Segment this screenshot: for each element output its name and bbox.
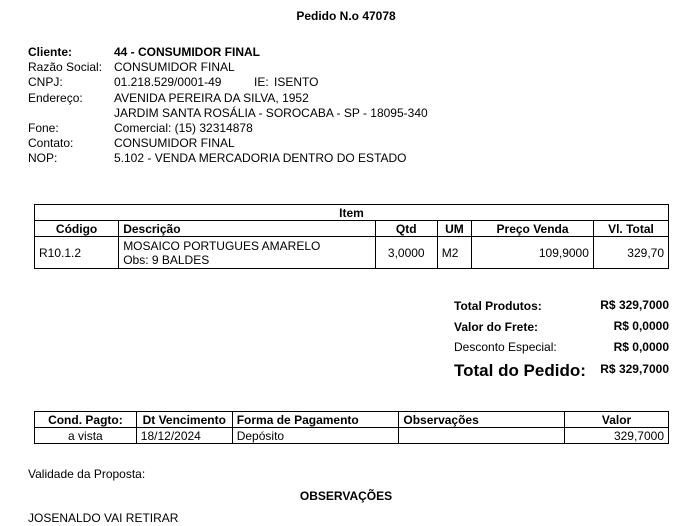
- fone-value: Comercial: (15) 32314878: [114, 121, 253, 135]
- item-codigo: R10.1.2: [35, 237, 119, 269]
- cliente-value: 44 - CONSUMIDOR FINAL: [114, 45, 261, 59]
- col-preco-venda: Preço Venda: [472, 221, 594, 237]
- items-caption: Item: [35, 205, 669, 221]
- validade-label: Validade da Proposta:: [28, 467, 146, 481]
- col-dt-vencimento: Dt Vencimento: [136, 412, 232, 428]
- endereco-label: Endereço:: [28, 91, 83, 105]
- item-total: 329,70: [593, 237, 668, 269]
- item-preco: 109,9000: [472, 237, 594, 269]
- contato-label: Contato:: [28, 136, 74, 150]
- item-descricao: MOSAICO PORTUGUES AMARELO: [123, 238, 321, 253]
- total-pedido-label: Total do Pedido:: [454, 361, 586, 380]
- table-row: [35, 428, 669, 444]
- ie-value: ISENTO: [274, 75, 319, 89]
- payments-table: [34, 411, 669, 444]
- col-um: UM: [437, 221, 471, 237]
- observacoes-text: JOSENALDO VAI RETIRAR: [28, 511, 179, 525]
- col-observacoes: Observações: [399, 412, 565, 428]
- pay-vencimento: 18/12/2024: [136, 428, 232, 444]
- total-produtos-value: R$ 329,7000: [600, 298, 669, 312]
- col-valor: Valor: [565, 412, 669, 428]
- payments-header-row: [35, 412, 669, 428]
- col-forma-pagamento: Forma de Pagamento: [232, 412, 399, 428]
- razao-social-value: CONSUMIDOR FINAL: [114, 60, 235, 74]
- valor-frete-value: R$ 0,0000: [613, 319, 669, 333]
- item-qtd: 3,0000: [375, 237, 437, 269]
- pay-forma: Depósito: [232, 428, 399, 444]
- table-row: [35, 237, 669, 269]
- cnpj-label: CNPJ:: [28, 75, 63, 89]
- col-vl-total: Vl. Total: [593, 221, 668, 237]
- total-pedido-value: R$ 329,7000: [600, 362, 669, 376]
- col-codigo: Código: [35, 221, 119, 237]
- endereco-line2: JARDIM SANTA ROSÁLIA - SOROCABA - SP - 18095-340: [114, 106, 428, 120]
- pay-cond: a vista: [35, 428, 137, 444]
- col-descricao: Descrição: [119, 221, 376, 237]
- desconto-value: R$ 0,0000: [613, 340, 669, 354]
- pay-valor: 329,7000: [565, 428, 669, 444]
- items-header-row: [35, 221, 669, 237]
- observacoes-title: OBSERVAÇÕES: [299, 489, 393, 503]
- col-cond-pagto: Cond. Pagto:: [35, 412, 137, 428]
- cnpj-value: 01.218.529/0001-49: [114, 75, 222, 89]
- item-obs: Obs: 9 BALDES: [123, 252, 210, 267]
- item-um: M2: [437, 237, 471, 269]
- nop-value: 5.102 - VENDA MERCADORIA DENTRO DO ESTADO: [114, 151, 407, 165]
- order-title: Pedido N.o 47078: [296, 9, 396, 23]
- item-descricao-cell: [119, 237, 376, 269]
- contato-value: CONSUMIDOR FINAL: [114, 136, 235, 150]
- nop-label: NOP:: [28, 151, 58, 165]
- endereco-line1: AVENIDA PEREIRA DA SILVA, 1952: [114, 91, 309, 105]
- valor-frete-label: Valor do Frete:: [454, 320, 539, 334]
- items-table: [34, 204, 669, 269]
- ie-label: IE:: [254, 75, 269, 89]
- col-qtd: Qtd: [375, 221, 437, 237]
- razao-social-label: Razão Social:: [28, 60, 103, 74]
- pay-obs: [399, 428, 565, 444]
- total-produtos-label: Total Produtos:: [454, 299, 542, 313]
- desconto-label: Desconto Especial:: [454, 340, 557, 354]
- fone-label: Fone:: [28, 121, 59, 135]
- cliente-label: Cliente:: [28, 45, 73, 59]
